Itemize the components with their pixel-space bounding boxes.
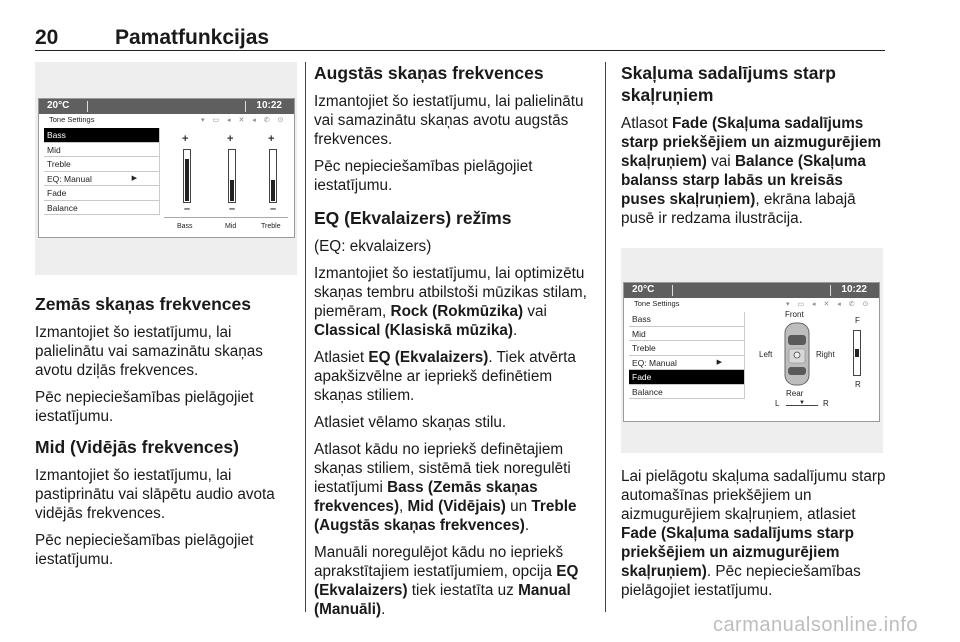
fade-slider[interactable] [853, 330, 861, 376]
rear-label: Rear [786, 389, 804, 398]
temperature-readout: 20°C [632, 284, 655, 295]
slider-baseline [164, 217, 288, 218]
bold-term: Mid (Vidējais) [407, 498, 506, 515]
text-run: un [505, 498, 532, 515]
menu-item-bass[interactable]: Bass [629, 312, 744, 327]
status-bar [624, 283, 879, 298]
fade-rear-label: R [855, 380, 861, 389]
paragraph [314, 440, 596, 535]
menu-item-eq-label: EQ: Manual [47, 173, 92, 184]
text-run: . [381, 601, 386, 618]
status-icons: ▾ ▭ ◂ ✕ ◂ ✆ ⊙ [786, 301, 872, 308]
bold-term: Treble (Augstās skaņas frekvences) [314, 498, 577, 534]
menu-item-eq[interactable] [44, 172, 159, 187]
text-run: Atlasot [621, 115, 673, 132]
text-run: Atlasiet [314, 349, 369, 366]
bold-term: Fade (Skaļuma sadalījums starp priekšējiem un aizmugurējiem skaļruņiem) [621, 525, 854, 580]
menu-item-fade[interactable]: Fade [629, 370, 744, 385]
menu-item-treble[interactable]: Treble [44, 157, 159, 172]
right-label: Right [816, 350, 835, 359]
bold-term: Balance (Skaļuma balanss starp labās un kreisās puses skaļruņiem) [621, 153, 866, 208]
paragraph: Izmantojiet šo iestatījumu, lai palielinātu vai samazinātu skaņas avotu augstās frekvences. [314, 93, 584, 148]
menu-item-mid[interactable]: Mid [44, 143, 159, 158]
left-label: Left [759, 350, 773, 359]
paragraph: Pēc nepieciešamības pielāgojiet iestatījumu. [314, 158, 533, 194]
bass-minus-icon[interactable]: – [184, 203, 191, 215]
paragraph: Pēc nepieciešamības pielāgojiet iestatījumu. [35, 532, 254, 568]
menu-item-balance[interactable]: Balance [44, 201, 159, 216]
tone-menu [629, 312, 745, 399]
menu-item-fade[interactable]: Fade [44, 186, 159, 201]
page-header [35, 24, 885, 51]
treble-slider-label: Treble [261, 223, 281, 230]
bold-term: EQ (Ekvalaizers) [314, 563, 579, 599]
treble-minus-icon[interactable]: – [270, 203, 277, 215]
menu-item-treble[interactable]: Treble [629, 341, 744, 356]
text-run: tiek iestatīta uz [407, 582, 519, 599]
submenu-arrow-icon: ▶ [131, 174, 137, 182]
watermark: carmanualsonline.info [712, 614, 918, 636]
column-divider [305, 62, 306, 612]
column-divider [605, 62, 606, 612]
menu-item-balance[interactable]: Balance [629, 385, 744, 400]
mid-slider-label: Mid [225, 223, 237, 230]
bass-plus-icon[interactable]: + [182, 133, 189, 145]
text-run: Manuāli noregulējot kādu no iepriekš aprakstītajiem iestatījumiem, opcija [314, 544, 564, 580]
treble-plus-icon[interactable]: + [268, 133, 275, 145]
left-column [35, 62, 297, 577]
text-run: vai [706, 153, 735, 170]
section-heading-eq: EQ (Ekvalaizers) režīms [314, 208, 512, 228]
front-label: Front [785, 310, 804, 319]
bold-term: Classical (Klasiskā mūzika) [314, 322, 513, 339]
temperature-readout: 20°C [47, 100, 70, 111]
menu-item-eq[interactable] [629, 356, 744, 371]
section-heading-treble: Augstās skaņas frekvences [314, 63, 544, 83]
right-column [621, 62, 886, 608]
mid-plus-icon[interactable]: + [227, 133, 234, 145]
clock-readout: 10:22 [256, 100, 282, 111]
text-run: Atlasot kādu no iepriekš definētajiem skaņas stiliem, sistēmā tiek noregulēti iestatījumi [314, 441, 571, 496]
page-title: Pamatfunkcijas [115, 26, 270, 49]
middle-column [314, 62, 596, 627]
text-run: Lai pielāgotu skaļuma sadalījumu starp automašīnas priekšējiem un aizmugurējiem skaļruņiem, atlasiet [621, 468, 886, 523]
paragraph: Pēc nepieciešamības pielāgojiet iestatījumu. [35, 389, 254, 425]
paragraph: Atlasiet vēlamo skaņas stilu. [314, 414, 507, 431]
status-separator [87, 101, 88, 112]
text-run: . [512, 322, 518, 339]
paragraph [314, 264, 596, 340]
status-icons: ▾ ▭ ◂ ✕ ◂ ✆ ⊙ [201, 117, 287, 124]
clock-readout: 10:22 [841, 284, 867, 295]
mid-slider-fill [230, 180, 234, 201]
paragraph [314, 543, 596, 619]
fade-slider-thumb [855, 349, 859, 357]
page-number: 20 [35, 26, 59, 49]
text-run: Izmantojiet šo iestatījumu, lai optimizētu skaņas tembru atbilstoši mūzikas stilam, piemēram, [314, 265, 587, 320]
text-run: . Pēc nepieciešamības pielāgojiet iestatījumu. [621, 563, 861, 599]
fade-front-label: F [855, 316, 860, 325]
mid-minus-icon[interactable]: – [229, 203, 236, 215]
text-run: . [524, 517, 530, 534]
menu-item-bass[interactable]: Bass [44, 128, 159, 143]
menu-item-eq-label: EQ: Manual [632, 357, 677, 368]
balance-right-label: R [823, 399, 829, 408]
status-separator [245, 101, 246, 112]
display-screen [38, 98, 295, 238]
paragraph: (EQ: ekvalaizers) [314, 238, 432, 255]
display-screen [623, 282, 880, 422]
paragraph: Izmantojiet šo iestatījumu, lai pastiprinātu vai slāpētu audio avota vidējās frekvences. [35, 467, 275, 522]
text-run: vai [523, 303, 547, 320]
paragraph [621, 114, 886, 228]
tone-menu [44, 128, 160, 215]
submenu-arrow-icon: ▶ [716, 358, 722, 366]
bold-term: Bass (Zemās skaņas frekvences) [314, 479, 538, 515]
bold-term: EQ (Ekvalaizers) [368, 349, 489, 366]
status-bar [39, 99, 294, 114]
fade-illustration [621, 248, 883, 453]
screen-title: Tone Settings [49, 115, 95, 124]
tone-settings-illustration [35, 62, 297, 275]
paragraph [621, 467, 886, 600]
status-separator [830, 285, 831, 296]
treble-slider-fill [271, 180, 275, 201]
screen-title: Tone Settings [634, 299, 680, 308]
section-heading-bass: Zemās skaņas frekvences [35, 294, 251, 314]
text-run: , [399, 498, 408, 515]
paragraph: Izmantojiet šo iestatījumu, lai palielinātu vai samazinātu skaņas avotu dziļās frekvences. [35, 324, 263, 379]
text-run: . Tiek atvērta apakšizvēlne ar iepriekš definētiem skaņas stiliem. [314, 349, 576, 404]
balance-thumb-icon: ▼ [799, 400, 805, 406]
bold-term: Manual (Manuāli) [314, 582, 571, 618]
bold-term: Rock (Rokmūzika) [390, 303, 524, 320]
text-run: , ekrāna labajā pusē ir redzama ilustrācija. [621, 191, 856, 227]
mid-slider[interactable] [228, 149, 236, 203]
car-top-view-icon [779, 321, 815, 387]
bass-slider[interactable] [183, 149, 191, 203]
bold-term: Fade (Skaļuma sadalījums starp priekšējiem un aizmugurējiem skaļruņiem) [621, 115, 882, 170]
balance-left-label: L [775, 399, 780, 408]
section-heading-fade: Skaļuma sadalījums starp skaļruņiem [621, 63, 836, 105]
paragraph [314, 348, 596, 405]
treble-slider[interactable] [269, 149, 277, 203]
bass-slider-label: Bass [177, 223, 193, 230]
section-heading-mid: Mid (Vidējās frekvences) [35, 437, 239, 457]
menu-item-mid[interactable]: Mid [629, 327, 744, 342]
bass-slider-fill [185, 159, 189, 201]
status-separator [672, 285, 673, 296]
